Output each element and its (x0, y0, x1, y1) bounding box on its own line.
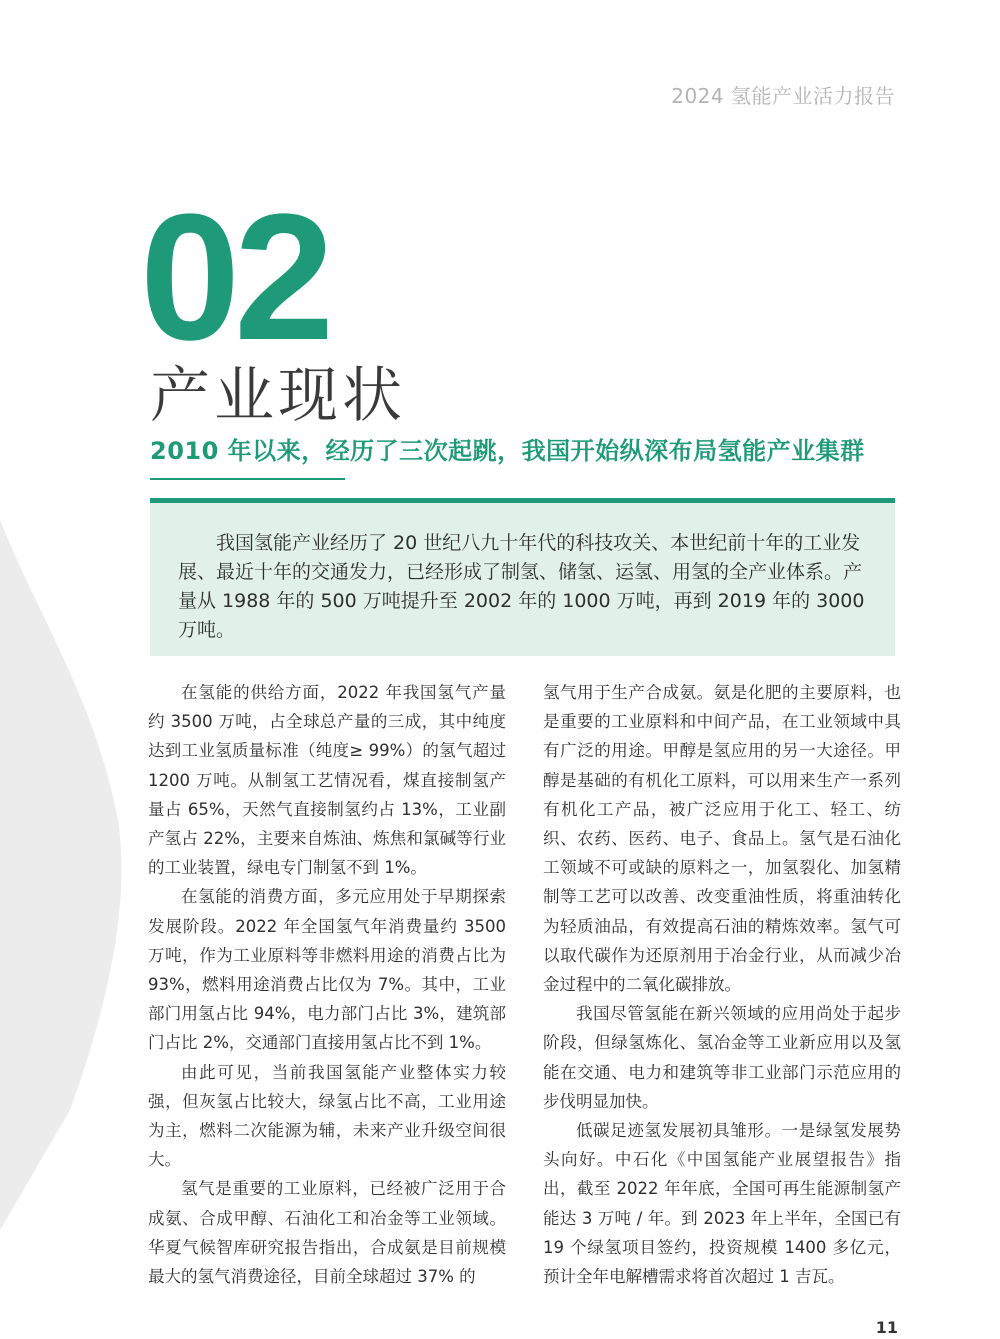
page-number: 11 (875, 1318, 898, 1337)
report-header-title: 2024 氢能产业活力报告 (671, 84, 895, 108)
paragraph: 在氢能的供给方面，2022 年我国氢气产量约 3500 万吨，占全球总产量的三成，其中纯度达到工业氢质量标准（纯度≥ 99%）的氢气超过 1200 万吨。从制氢工艺情况看，煤直接制氢产量占 65%，天然气直接制氢约占 13%，工业副产氢占 22%，主要来自炼油、炼焦和氯碱等行业的工业装置，绿电专门制氢不到 1%。 (148, 683, 506, 878)
left-column (148, 678, 506, 1291)
summary-text: 我国氢能产业经历了 20 世纪八九十年代的科技攻关、本世纪前十年的工业发展、最近十年的交通发力，已经形成了制氢、储氢、运氢、用氢的全产业体系。产量从 1988 年的 500 万吨提升至 2002 年的 1000 万吨，再到 2019 年的 3000 万吨。 (178, 532, 865, 641)
subtitle-underline (150, 478, 345, 480)
paragraph: 低碳足迹氢发展初具雏形。一是绿氢发展势头向好。中石化《中国氢能产业展望报告》指出，截至 2022 年年底，全国可再生能源制氢产能达 3 万吨 / 年。到 2023 年上半年，全国已有 19 个绿氢项目签约，投资规模 1400 多亿元，预计全年电解槽需求将首次超过 1 吉瓦。 (543, 1121, 901, 1287)
paragraph: 我国尽管氢能在新兴领域的应用尚处于起步阶段，但绿氢炼化、氢冶金等工业新应用以及氢能在交通、电力和建筑等非工业部门示范应用的步伐明显加快。 (543, 1004, 901, 1111)
paragraph: 在氢能的消费方面，多元应用处于早期探索发展阶段。2022 年全国氢气年消费量约 3500 万吨，作为工业原料等非燃料用途的消费占比为 93%，燃料用途消费占比仅为 7%。其中，工业部门用氢占比 94%，电力部门占比 3%，建筑部门占比 2%，交通部门直接用氢占比不到 1%。 (148, 887, 506, 1053)
paragraph: 氢气用于生产合成氨。氨是化肥的主要原料，也是重要的工业原料和中间产品，在工业领域中具有广泛的用途。甲醇是氢应用的另一大途径。甲醇是基础的有机化工原料，可以用来生产一系列有机化工产品，被广泛应用于化工、轻工、纺织、农药、医药、电子、食品上。氢气是石油化工领域不可或缺的原料之一，加氢裂化、加氢精制等工艺可以改善、改变重油性质，将重油转化为轻质油品，有效提高石油的精炼效率。氢气可以取代碳作为还原剂用于冶金行业，从而减少冶金过程中的二氧化碳排放。 (543, 683, 901, 995)
right-column (543, 678, 901, 1291)
paragraph: 由此可见，当前我国氢能产业整体实力较强，但灰氢占比较大，绿氢占比不高，工业用途为主，燃料二次能源为辅，未来产业升级空间很大。 (148, 1062, 506, 1170)
paragraph: 氢气是重要的工业原料，已经被广泛用于合成氨、合成甲醇、石油化工和冶金等工业领域。华夏气候智库研究报告指出，合成氨是目前规模最大的氢气消费途径，目前全球超过 37% 的 (148, 1179, 506, 1287)
summary-box (150, 498, 895, 656)
chapter-subtitle: 2010 年以来，经历了三次起跳，我国开始纵深布局氢能产业集群 (150, 437, 865, 465)
chapter-title: 产业现状 (150, 361, 406, 431)
chapter-number: 02 (140, 177, 329, 378)
